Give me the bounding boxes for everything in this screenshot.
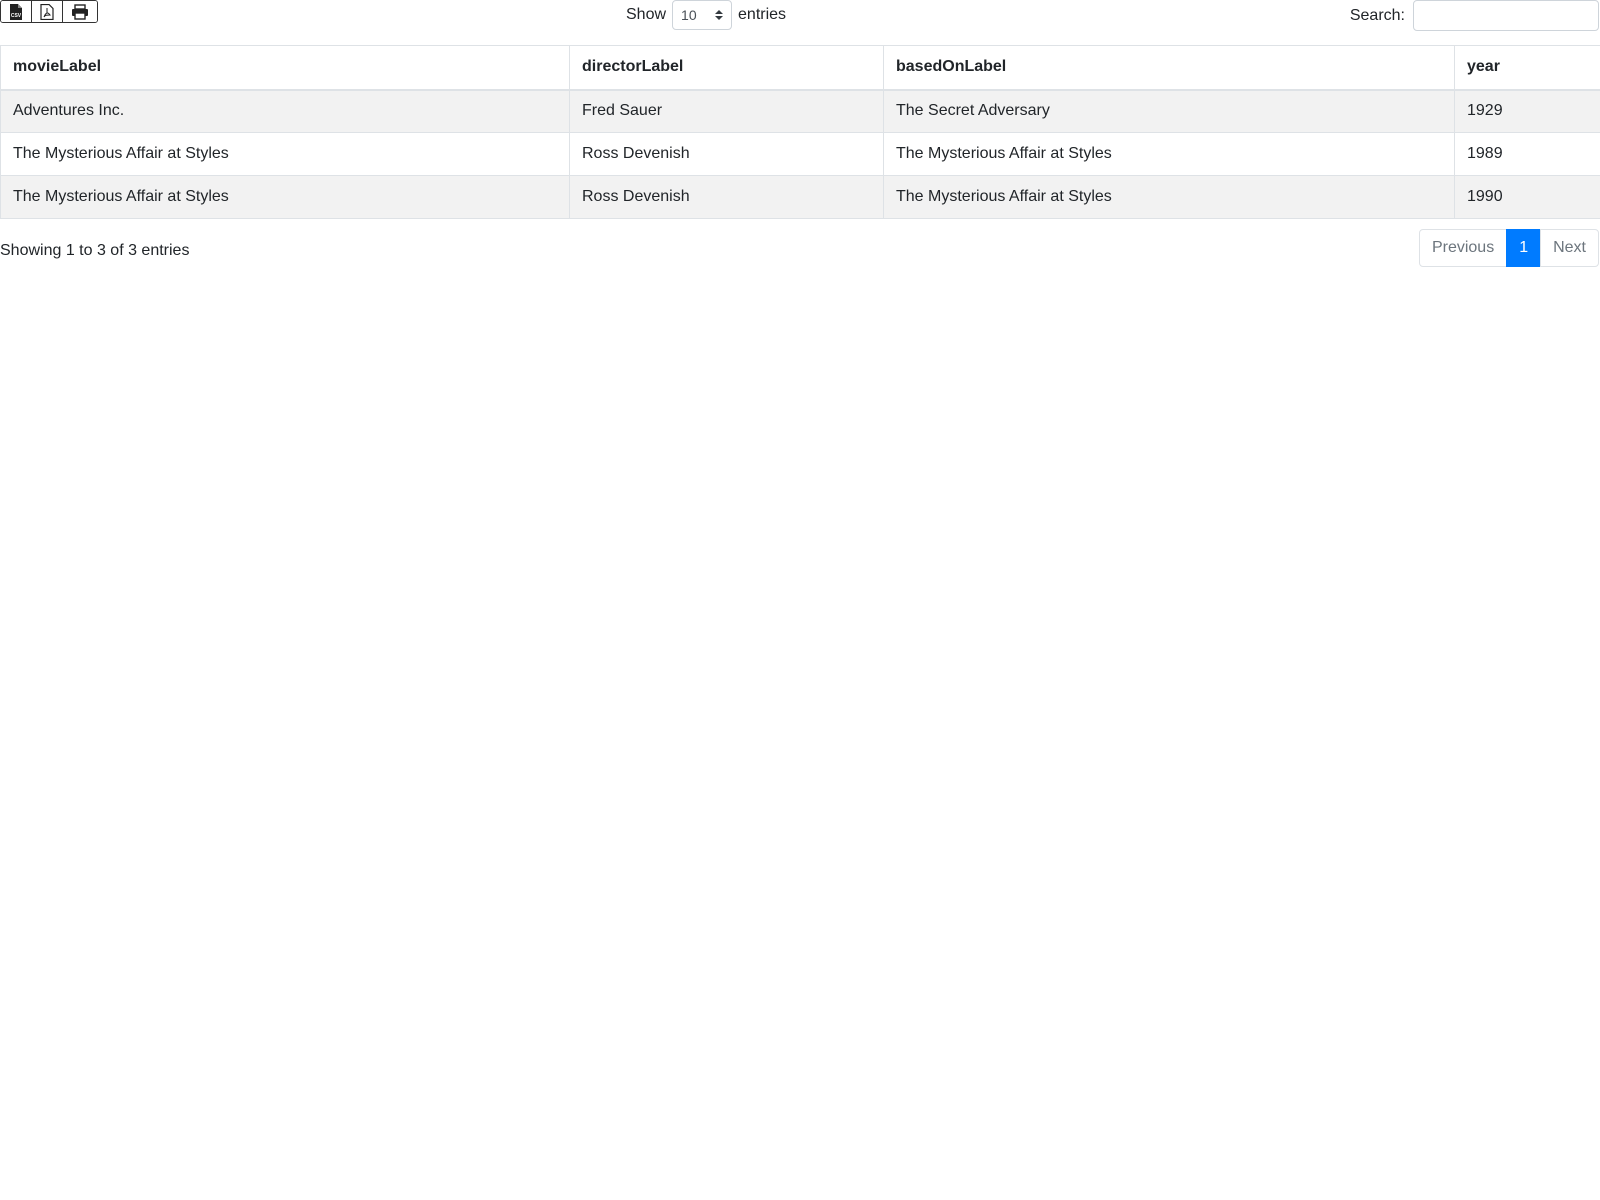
csv-export-button[interactable] (1, 1, 32, 22)
cell-movie: Adventures Inc. (1, 90, 570, 133)
table-header-row (1, 46, 1600, 90)
cell-year: 1929 (1455, 90, 1600, 133)
cell-movie: The Mysterious Affair at Styles (1, 176, 570, 219)
svg-text:CSV: CSV (10, 12, 22, 19)
page-1-button[interactable]: 1 (1506, 229, 1541, 267)
cell-based-on: The Mysterious Affair at Styles (884, 176, 1455, 219)
export-toolbar (0, 0, 98, 23)
entries-per-page-select[interactable] (672, 0, 732, 30)
search-input[interactable] (1413, 0, 1599, 31)
column-header-directorLabel[interactable]: directorLabel (570, 46, 884, 90)
table-row (1, 90, 1600, 133)
entries-label: entries (738, 6, 787, 23)
search-label: Search: (1349, 6, 1405, 24)
pagination (1419, 229, 1599, 267)
pdf-file-icon (40, 4, 54, 20)
column-header-basedOnLabel[interactable]: basedOnLabel (884, 46, 1455, 90)
cell-year: 1990 (1455, 176, 1600, 219)
cell-director: Ross Devenish (570, 176, 884, 219)
print-icon (71, 4, 89, 20)
table-info: Showing 1 to 3 of 3 entries (0, 242, 190, 259)
entries-per-page-value: 10 (681, 7, 697, 23)
search-control (1350, 0, 1599, 31)
print-button[interactable] (63, 1, 97, 22)
select-arrows-icon (715, 10, 723, 20)
column-header-movieLabel[interactable]: movieLabel (1, 46, 570, 90)
pdf-export-button[interactable] (32, 1, 63, 22)
results-table (0, 45, 1600, 219)
table-row (1, 176, 1600, 219)
cell-director: Fred Sauer (570, 90, 884, 133)
previous-page-button[interactable]: Previous (1419, 229, 1507, 267)
cell-year: 1989 (1455, 133, 1600, 176)
cell-based-on: The Secret Adversary (884, 90, 1455, 133)
cell-movie: The Mysterious Affair at Styles (1, 133, 570, 176)
table-row (1, 133, 1600, 176)
next-page-button[interactable]: Next (1540, 229, 1599, 267)
column-header-year[interactable]: year (1455, 46, 1600, 90)
cell-based-on: The Mysterious Affair at Styles (884, 133, 1455, 176)
entries-length-control (626, 0, 786, 30)
cell-director: Ross Devenish (570, 133, 884, 176)
show-label: Show (626, 6, 667, 23)
csv-file-icon (9, 4, 23, 20)
